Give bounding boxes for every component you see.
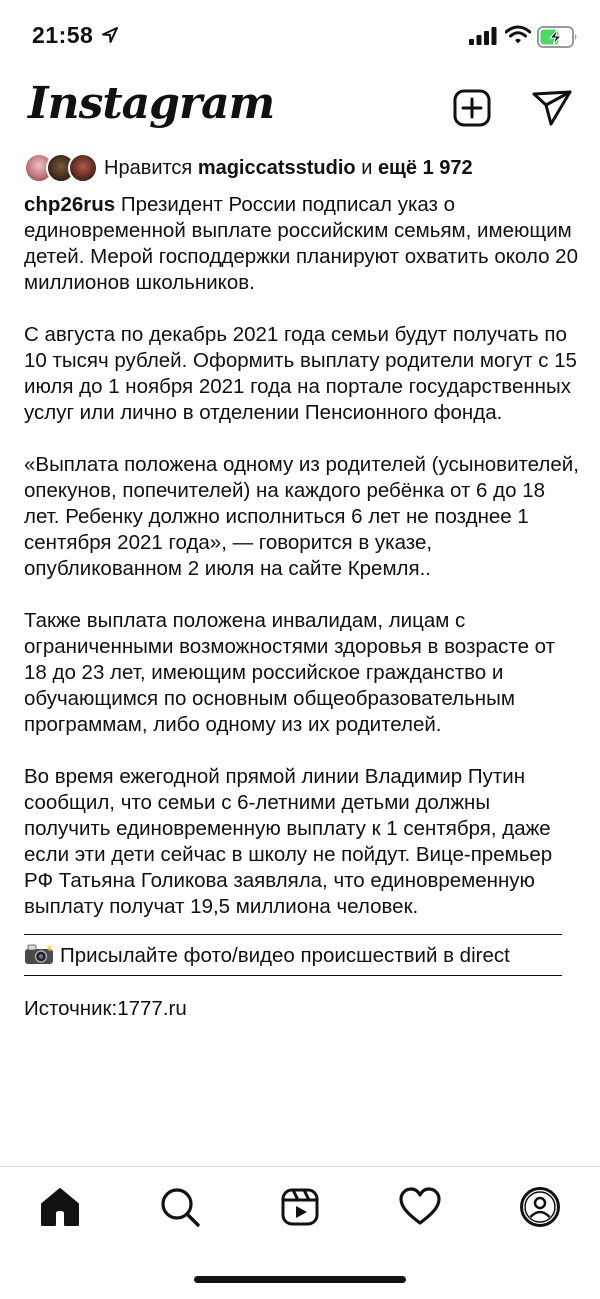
caption-paragraph: Во время ежегодной прямой линии Владимир Путин сообщил, что семьи с 6-летними детьми должны получить единовременную выплату к 1 сентября, даже если эти дети сейчас в школу не пойдут. Вице-премьер РФ Татьяна Голикова заявляла, что единовременную выплату получат 19,5 миллиона человек. — [24, 765, 553, 918]
home-icon — [42, 1189, 78, 1225]
author-username[interactable]: chp26rus — [24, 193, 116, 216]
tab-search[interactable] — [158, 1185, 202, 1229]
signal-icon — [469, 27, 497, 45]
status-bar — [0, 0, 600, 72]
post-caption — [24, 192, 580, 1022]
direct-message-button[interactable] — [530, 86, 574, 130]
caption-paragraph: С августа по декабрь 2021 года семьи будут получать по 10 тысяч рублей. Оформить выплату родители могут с 15 июля до 1 ноября 2021 года на портале государственных услуг или лично в отделении Пенсионного фонда. — [24, 323, 577, 424]
location-icon — [102, 27, 118, 43]
liker-avatars — [24, 153, 98, 183]
new-post-button[interactable] — [450, 86, 494, 130]
direct-prompt — [24, 943, 580, 969]
search-icon — [163, 1190, 198, 1225]
liker-username[interactable]: magiccatsstudio — [197, 156, 356, 179]
profile-icon — [522, 1189, 559, 1226]
reels-icon — [283, 1190, 317, 1224]
status-time: 21:58 — [32, 22, 94, 48]
home-indicator[interactable] — [194, 1276, 406, 1283]
battery-charging-icon — [537, 26, 579, 48]
tab-reels[interactable] — [278, 1185, 322, 1229]
likes-others[interactable]: ещё 1 972 — [377, 156, 473, 179]
caption-paragraph — [24, 192, 580, 296]
caption-paragraph: Также выплата положена инвалидам, лицам с ограниченными возможностями здоровья в возрасте от 18 до 23 лет, имеющим российское гражданство и обучающимся по основным общеобразовательным программам, либо одному из их родителей. — [24, 609, 556, 736]
likes-prefix: Нравится — [104, 156, 198, 179]
divider-line — [24, 975, 562, 976]
divider-line — [24, 934, 562, 935]
wifi-icon — [505, 25, 531, 45]
new-post-icon — [455, 91, 489, 125]
source-text: Источник:1777.ru — [24, 997, 187, 1020]
tab-home[interactable] — [38, 1185, 82, 1229]
caption-paragraph: «Выплата положена одному из родителей (усыновителей, опекунов, попечителей) на каждого ребёнка от 6 до 18 лет. Ребенку должно исполниться 6 лет не позднее 1 сентября 2021 года», — говорится в указе, опубликованном 2 июля на сайте Кремля.. — [24, 453, 579, 580]
app-header — [0, 72, 600, 148]
avatar — [68, 153, 98, 183]
likes-connector: и — [355, 156, 378, 179]
direct-prompt-text: Присылайте фото/видео происшествий в direct — [60, 944, 510, 967]
likes-count[interactable] — [104, 157, 473, 180]
direct-message-icon — [534, 92, 570, 124]
instagram-logo[interactable]: Instagram — [28, 78, 275, 129]
camera-flash-emoji — [24, 943, 54, 965]
caption-text: Президент России подписал указ о единовременной выплате российским семьям, имеющим детей. Мерой господдержки планируют охватить около 20 миллионов школьников. — [24, 193, 578, 294]
heart-icon — [401, 1189, 439, 1223]
likes-row[interactable] — [24, 152, 580, 184]
tab-profile[interactable] — [518, 1185, 562, 1229]
tab-activity[interactable] — [398, 1185, 442, 1229]
